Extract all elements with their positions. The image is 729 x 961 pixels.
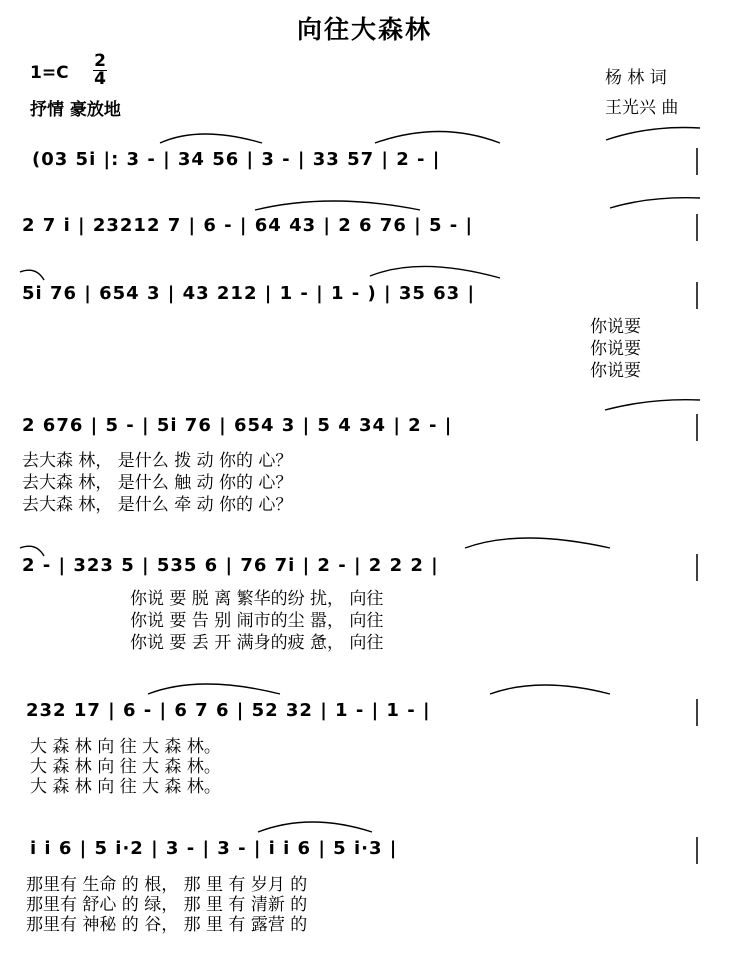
- lyric-row-5-verse-3: 你说 要 丢 开 满身的疲 惫， 向往: [130, 633, 384, 653]
- notation-row-2: 2 7 i | 23212 7 | 6 - | 64 43 | 2 6 76 | 5 - |: [22, 215, 474, 236]
- tempo-marking: 抒情 豪放地: [30, 100, 121, 120]
- composer-credit: 王光兴 曲: [605, 98, 679, 118]
- tie-arc: [375, 132, 500, 144]
- lyric-row-6-verse-2: 大 森 林 向 往 大 森 林。: [30, 757, 221, 777]
- lyric-row-7-verse-1: 那里有 生命 的 根， 那 里 有 岁月 的: [26, 875, 308, 895]
- tie-arc: [160, 134, 262, 143]
- notation-row-6: 232 17 | 6 - | 6 7 6 | 52 32 | 1 - | 1 - |: [26, 700, 431, 721]
- lyric-row-7-verse-3: 那里有 神秘 的 谷， 那 里 有 露营 的: [26, 915, 308, 935]
- time-signature-top: 2: [94, 51, 106, 71]
- time-signature-bottom: 4: [94, 69, 106, 89]
- tie-arc: [255, 201, 420, 210]
- tie-arc: [370, 266, 500, 278]
- lyric-row-4-verse-1: 去大森 林， 是什么 拨 动 你的 心？: [22, 451, 293, 471]
- tie-arc: [610, 198, 700, 208]
- lyric-row-7-verse-2: 那里有 舒心 的 绿， 那 里 有 清新 的: [26, 895, 308, 915]
- lyric-row-5-verse-2: 你说 要 告 别 闹市的尘 嚣， 向往: [130, 611, 384, 631]
- tie-arc: [258, 822, 372, 832]
- tie-arc: [490, 685, 610, 694]
- lyric-row-3-verse-1: 你说要: [590, 317, 641, 337]
- lyric-row-4-verse-2: 去大森 林， 是什么 触 动 你的 心？: [22, 473, 293, 493]
- lyric-row-3-verse-2: 你说要: [590, 339, 641, 359]
- notation-row-1: (03 5i |: 3 - | 34 56 | 3 - | 33 57 | 2 - |: [32, 149, 441, 170]
- lyric-row-6-verse-1: 大 森 林 向 往 大 森 林。: [30, 737, 221, 757]
- lyric-row-3-verse-3: 你说要: [590, 361, 641, 381]
- page-title: 向往大森林: [296, 15, 432, 44]
- notation-row-7: i i 6 | 5 i·2 | 3 - | 3 - | i i 6 | 5 i·3 |: [30, 838, 398, 859]
- key-signature: 1=C: [30, 63, 69, 83]
- notation-row-5: 2 - | 323 5 | 535 6 | 76 7i | 2 - | 2 2 2 |: [22, 555, 439, 576]
- lyricist-credit: 杨 林 词: [605, 68, 667, 88]
- tie-arc: [465, 538, 610, 548]
- tie-arc: [605, 400, 700, 410]
- lyric-row-6-verse-3: 大 森 林 向 往 大 森 林。: [30, 777, 221, 797]
- tie-arc: [148, 684, 280, 694]
- lyric-row-5-verse-1: 你说 要 脱 离 繁华的纷 扰， 向往: [130, 589, 384, 609]
- notation-row-3: 5i 76 | 654 3 | 43 212 | 1 - | 1 - ) | 35 63 |: [22, 283, 476, 304]
- lyric-row-4-verse-3: 去大森 林， 是什么 牵 动 你的 心？: [22, 495, 293, 515]
- tie-arc: [20, 546, 44, 556]
- tie-arc: [20, 270, 44, 280]
- tie-arc: [606, 128, 700, 141]
- notation-row-4: 2 676 | 5 - | 5i 76 | 654 3 | 5 4 34 | 2 - |: [22, 415, 453, 436]
